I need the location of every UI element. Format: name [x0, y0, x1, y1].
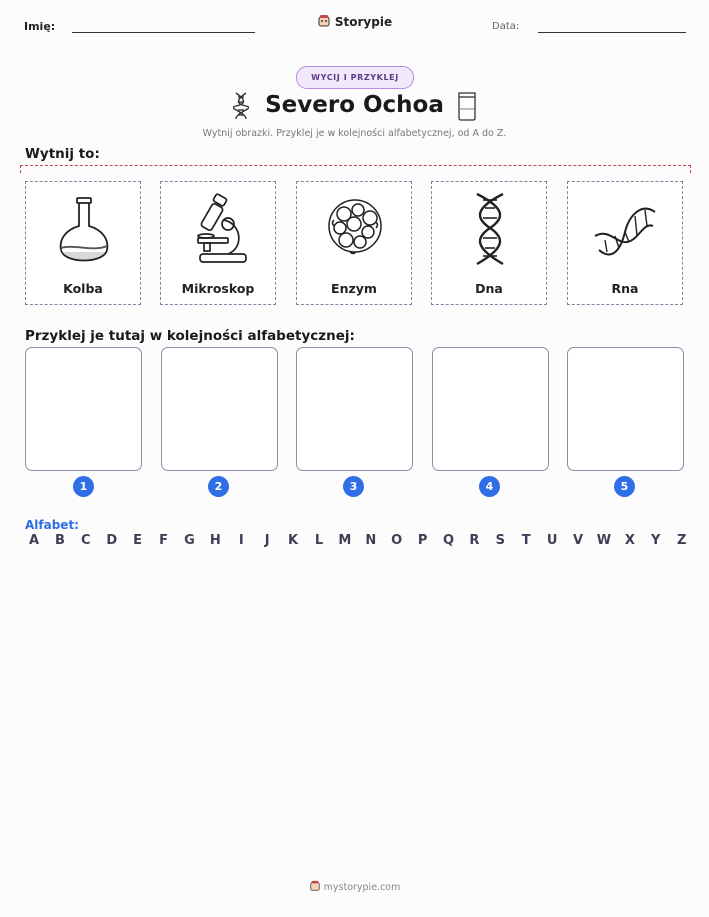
brand-logo [0, 14, 709, 31]
flask-icon [49, 192, 119, 272]
alphabet-letter: W [596, 533, 612, 548]
alphabet-title: Alfabet: [25, 518, 79, 532]
alphabet-letter: G [184, 533, 195, 548]
slot-number-badge: 1 [73, 476, 94, 497]
date-label: Data: [492, 21, 520, 32]
card-label: Kolba [63, 281, 103, 296]
footer-url[interactable]: mystorypie.com [323, 882, 401, 893]
storypie-logo-icon [317, 14, 331, 31]
alphabet-letter: V [573, 533, 584, 548]
instructions: Wytnij obrazki. Przyklej je w kolejności alfabetycznej, od A do Z. [202, 128, 507, 139]
microscope-icon [184, 192, 254, 272]
alphabet-letter: A [28, 533, 40, 548]
cut-card-mikroskop[interactable] [160, 181, 276, 305]
footer [0, 880, 709, 895]
card-label: Dna [475, 281, 503, 296]
name-line [72, 32, 255, 33]
activity-badge: WYCIJ I PRZYKLEJ [296, 66, 414, 89]
alphabet-letter: P [417, 533, 428, 548]
alphabet-row [26, 533, 690, 548]
slot-number-badge: 3 [343, 476, 364, 497]
paste-slot-5[interactable] [567, 347, 684, 471]
cut-card-kolba[interactable] [25, 181, 141, 305]
date-line [538, 32, 686, 33]
card-label: Enzym [331, 281, 377, 296]
rna-icon [591, 192, 661, 272]
beaker-deco-icon [457, 91, 477, 125]
cut-card-dna[interactable] [431, 181, 547, 305]
alphabet-letter: F [159, 533, 168, 548]
brand-name: Storypie [334, 15, 393, 29]
alphabet-letter: J [264, 533, 270, 548]
paste-section-title: Przyklej je tutaj w kolejności alfabetycznej: [25, 328, 355, 344]
dna-icon [455, 192, 525, 272]
paste-slot-2[interactable] [161, 347, 278, 471]
alphabet-letter: Z [676, 533, 687, 548]
cut-card-rna[interactable] [567, 181, 683, 305]
alphabet-letter: T [521, 533, 531, 548]
cut-card-enzym[interactable] [296, 181, 412, 305]
alphabet-letter: D [106, 533, 118, 548]
alphabet-letter: R [469, 533, 480, 548]
card-label: Rna [611, 281, 639, 296]
alphabet-letter: M [338, 533, 352, 548]
alphabet-letter: B [54, 533, 65, 548]
cut-section-title: Wytnij to: [25, 146, 100, 162]
alphabet-letter: I [238, 533, 244, 548]
alphabet-letter: C [81, 533, 91, 548]
slot-number-badge: 5 [614, 476, 635, 497]
page-title: Severo Ochoa [265, 92, 444, 118]
paste-slot-3[interactable] [296, 347, 413, 471]
alphabet-letter: K [288, 533, 299, 548]
alphabet-letter: Q [442, 533, 455, 548]
alphabet-letter: U [546, 533, 558, 548]
alphabet-letter: S [495, 533, 505, 548]
paste-slot-1[interactable] [25, 347, 142, 471]
alphabet-letter: L [314, 533, 324, 548]
enzyme-icon [320, 192, 390, 272]
slot-number-badge: 4 [479, 476, 500, 497]
paste-slot-4[interactable] [432, 347, 549, 471]
alphabet-letter: N [365, 533, 377, 548]
alphabet-letter: Y [651, 533, 661, 548]
alphabet-letter: O [391, 533, 403, 548]
name-label: Imię: [24, 20, 56, 33]
alphabet-letter: H [209, 533, 221, 548]
cut-line [20, 165, 691, 173]
alphabet-letter: X [624, 533, 635, 548]
footer-logo-icon [309, 880, 321, 895]
card-label: Mikroskop [181, 281, 255, 296]
slot-number-badge: 2 [208, 476, 229, 497]
alphabet-letter: E [133, 533, 143, 548]
